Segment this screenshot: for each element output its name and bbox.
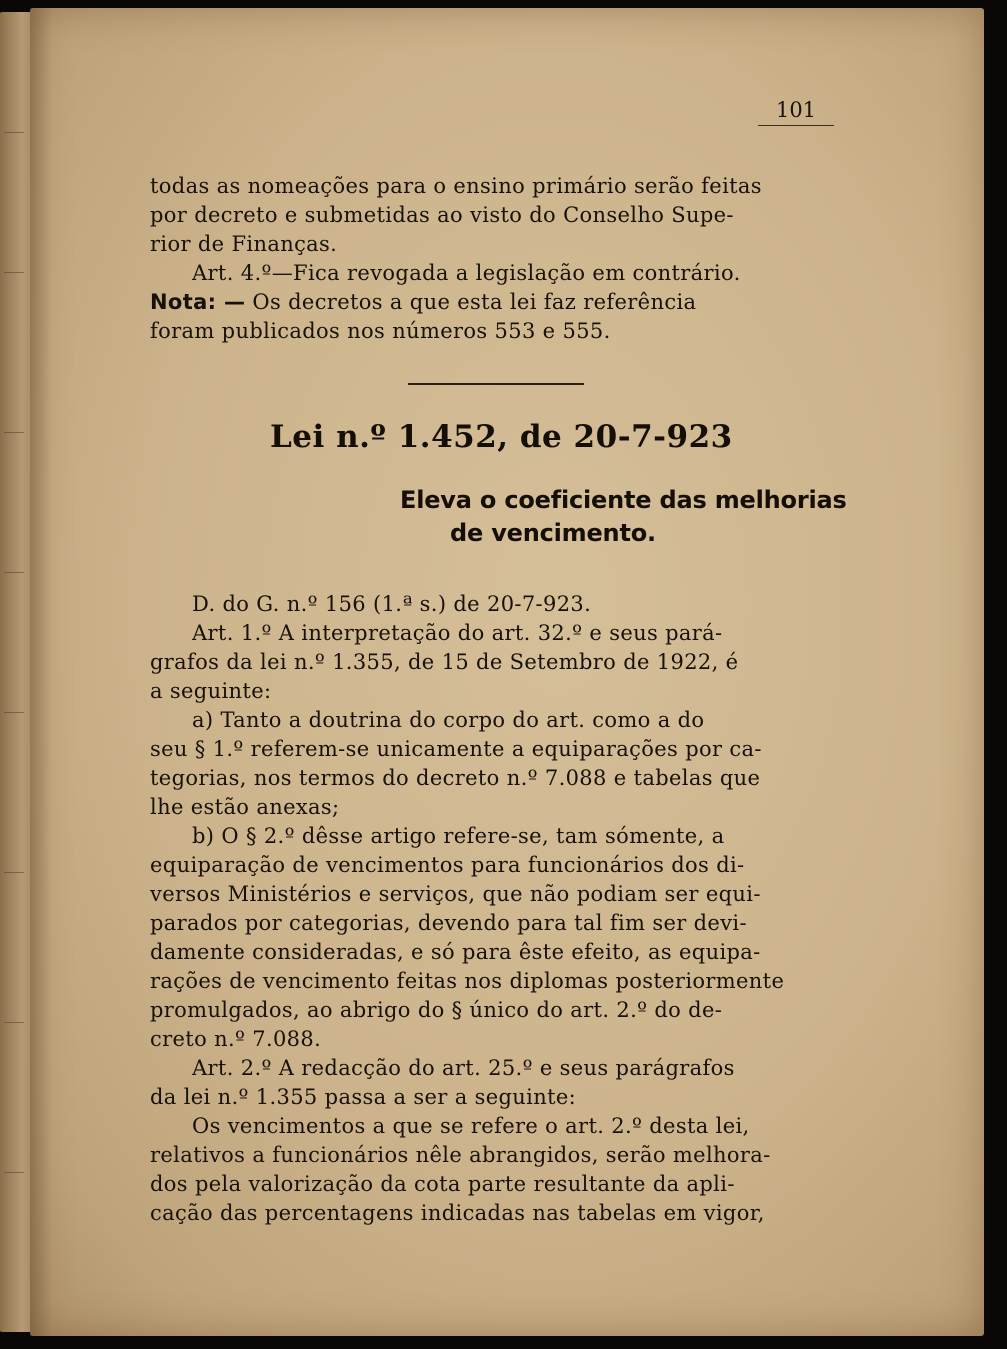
body-line-11: versos Ministérios e serviços, que não podiam ser equi- [150,882,761,906]
body-line-5: a) Tanto a doutrina do corpo do art. como a do [192,708,705,732]
body-line-3: grafos da lei n.º 1.355, de 15 de Setembro de 1922, é [150,650,739,674]
top-line-3: rior de Finanças. [150,232,338,256]
note-line [150,288,840,317]
top-line-4: Art. 4.º—Fica revogada a legislação em contrário. [192,261,741,285]
body-line-8: lhe estão anexas; [150,795,340,819]
top-line-2: por decreto e submetidas ao visto do Conselho Supe- [150,203,734,227]
body-line-1: D. do G. n.º 156 (1.ª s.) de 20-7-923. [192,592,592,616]
body-line-16: creto n.º 7.088. [150,1027,322,1051]
body-line-21: dos pela valorização da cota parte resultante da apli- [150,1172,735,1196]
body-line-15: promulgados, ao abrigo do § único do art. 2.º do de- [150,998,723,1022]
note-label: Nota: — [150,290,246,314]
body-line-22: cação das percentagens indicadas nas tabelas em vigor, [150,1201,765,1225]
body-line-9: b) O § 2.º dêsse artigo refere-se, tam sómente, a [192,824,725,848]
body-line-12: parados por categorias, devendo para tal fim ser devi- [150,911,747,935]
top-line-6: foram publicados nos números 553 e 555. [150,319,611,343]
body-line-7: tegorias, nos termos do decreto n.º 7.088 e tabelas que [150,766,761,790]
body-line-13: damente consideradas, e só para êste efeito, as equipa- [150,940,761,964]
body-line-18: da lei n.º 1.355 passa a ser a seguinte: [150,1085,577,1109]
body-line-14: rações de vencimento feitas nos diplomas posteriormente [150,969,785,993]
note-text: Os decretos a que esta lei faz referência [252,290,697,314]
body-line-20: relativos a funcionários nêle abrangidos, serão melhora- [150,1143,771,1167]
law-title: Lei n.º 1.452, de 20-7-923 [270,419,733,455]
body-line-19: Os vencimentos a que se refere o art. 2.º desta lei, [192,1114,750,1138]
law-subtitle-line-2: de vencimento. [450,519,656,547]
body-line-2: Art. 1.º A interpretação do art. 32.º e seus pará- [192,621,723,645]
body-line-10: equiparação de vencimentos para funcionários dos di- [150,853,745,877]
page-number: 101 [758,98,834,126]
body-line-6: seu § 1.º referem-se unicamente a equiparações por ca- [150,737,762,761]
law-subtitle-line-1: Eleva o coeficiente das melhorias [400,486,847,514]
section-divider [408,383,584,385]
body-line-17: Art. 2.º A redacção do art. 25.º e seus parágrafos [192,1056,735,1080]
top-line-1: todas as nomeações para o ensino primário serão feitas [150,174,762,198]
body-line-4: a seguinte: [150,679,272,703]
